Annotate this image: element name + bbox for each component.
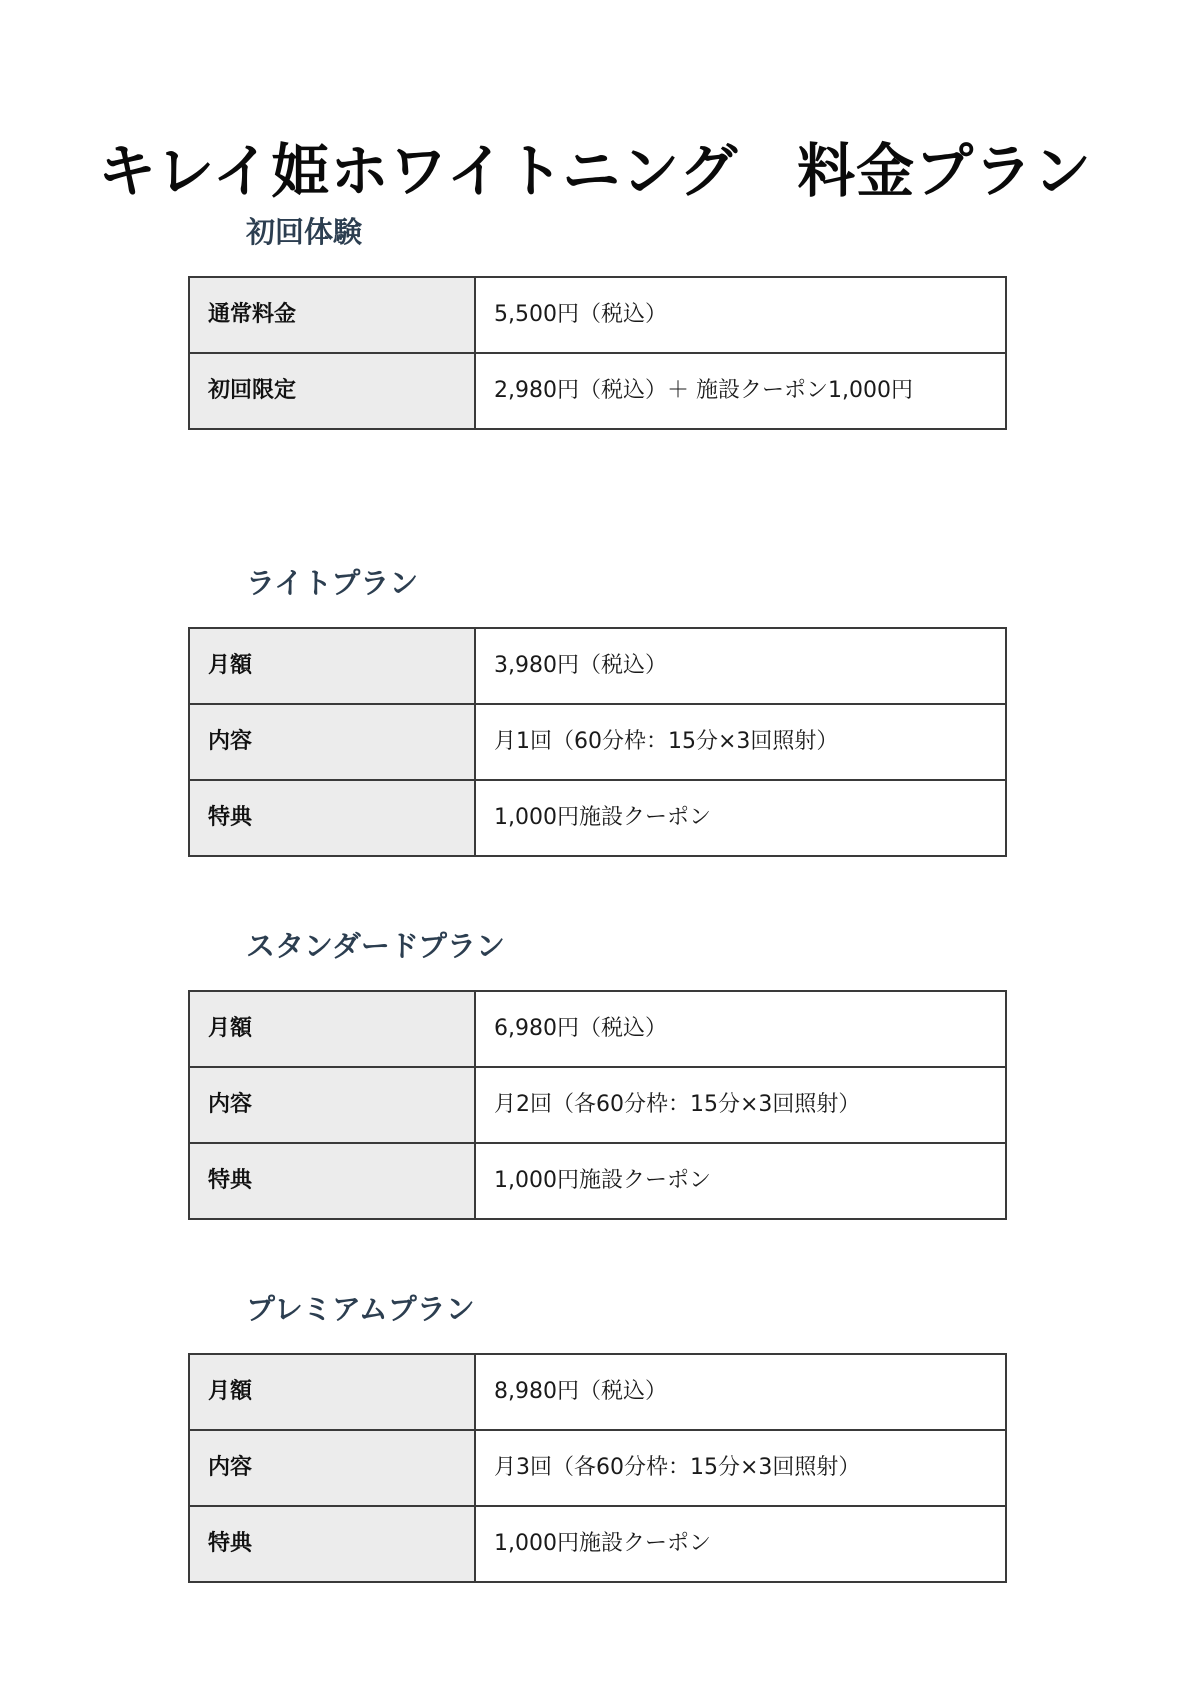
row-label: 初回限定 xyxy=(189,353,475,429)
row-value: 月2回（各60分枠：15分×3回照射） xyxy=(475,1067,1006,1143)
light-plan-table xyxy=(188,627,1007,857)
premium-plan-section xyxy=(188,1289,1007,1583)
table-row xyxy=(189,780,1006,856)
row-label: 内容 xyxy=(189,704,475,780)
standard-plan-table xyxy=(188,990,1007,1220)
row-label: 特典 xyxy=(189,780,475,856)
row-label: 月額 xyxy=(189,1354,475,1430)
row-value: 月3回（各60分枠：15分×3回照射） xyxy=(475,1430,1006,1506)
row-value: 6,980円（税込） xyxy=(475,991,1006,1067)
light-plan-heading: ライトプラン xyxy=(246,566,419,600)
table-row xyxy=(189,704,1006,780)
row-label: 特典 xyxy=(189,1506,475,1582)
row-label: 月額 xyxy=(189,991,475,1067)
light-plan-section xyxy=(188,563,1007,857)
trial-price-table xyxy=(188,276,1007,430)
trial-section xyxy=(188,212,1007,430)
premium-plan-table xyxy=(188,1353,1007,1583)
row-value: 月1回（60分枠：15分×3回照射） xyxy=(475,704,1006,780)
row-value: 5,500円（税込） xyxy=(475,277,1006,353)
row-value: 8,980円（税込） xyxy=(475,1354,1006,1430)
page-title: キレイ姫ホワイトニング 料金プラン xyxy=(97,136,1093,205)
table-row xyxy=(189,991,1006,1067)
row-value: 3,980円（税込） xyxy=(475,628,1006,704)
row-label: 通常料金 xyxy=(189,277,475,353)
table-row xyxy=(189,1143,1006,1219)
table-row xyxy=(189,353,1006,429)
table-row xyxy=(189,1067,1006,1143)
row-value: 1,000円施設クーポン xyxy=(475,1143,1006,1219)
row-label: 特典 xyxy=(189,1143,475,1219)
row-value: 1,000円施設クーポン xyxy=(475,1506,1006,1582)
row-label: 内容 xyxy=(189,1430,475,1506)
standard-plan-heading: スタンダードプラン xyxy=(246,929,505,963)
row-value: 2,980円（税込）＋ 施設クーポン1,000円 xyxy=(475,353,1006,429)
table-row xyxy=(189,277,1006,353)
premium-plan-heading: プレミアムプラン xyxy=(246,1292,475,1326)
table-row xyxy=(189,1506,1006,1582)
table-row xyxy=(189,1430,1006,1506)
table-row xyxy=(189,628,1006,704)
table-row xyxy=(189,1354,1006,1430)
standard-plan-section xyxy=(188,926,1007,1220)
trial-section-heading: 初回体験 xyxy=(246,215,363,249)
row-label: 内容 xyxy=(189,1067,475,1143)
row-label: 月額 xyxy=(189,628,475,704)
row-value: 1,000円施設クーポン xyxy=(475,780,1006,856)
